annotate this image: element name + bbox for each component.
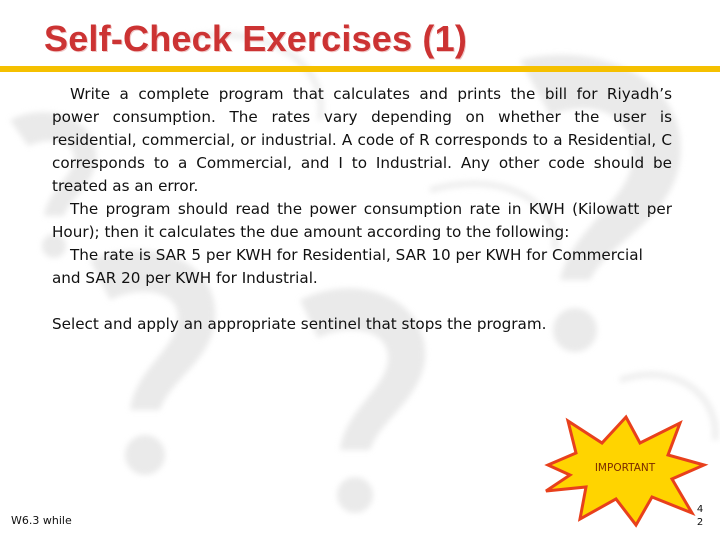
exercise-paragraph: The program should read the power consumption rate in KWH (Kilowatt per Hour); then it calculates the due amount according to the following: xyxy=(52,200,672,241)
exercise-paragraph: Write a complete program that calculates and prints the bill for Riyadh’s power consumption. The rates vary depending on whether the user is residential, commercial, or industrial. A code of R corresponds to a Residential, C corresponds to a Commercial, and I to Industrial. Any other code should be treated as an error. xyxy=(52,85,672,195)
footer-section-label: W6.3 while xyxy=(11,514,72,527)
important-badge-label: IMPORTANT xyxy=(594,462,656,474)
slide-title: Self-Check Exercises (1) xyxy=(44,18,468,59)
page-number-digit: 4 xyxy=(696,504,704,515)
page-number-digit: 2 xyxy=(696,517,704,528)
sentinel-instruction: Select and apply an appropriate sentinel that stops the program. xyxy=(52,315,547,333)
exercise-paragraph: The rate is SAR 5 per KWH for Residential, SAR 10 per KWH for Commercial and SAR 20 per KWH for Industrial. xyxy=(52,246,643,287)
page-number xyxy=(692,503,708,529)
title-underline xyxy=(0,66,720,72)
exercise-text xyxy=(52,83,672,336)
